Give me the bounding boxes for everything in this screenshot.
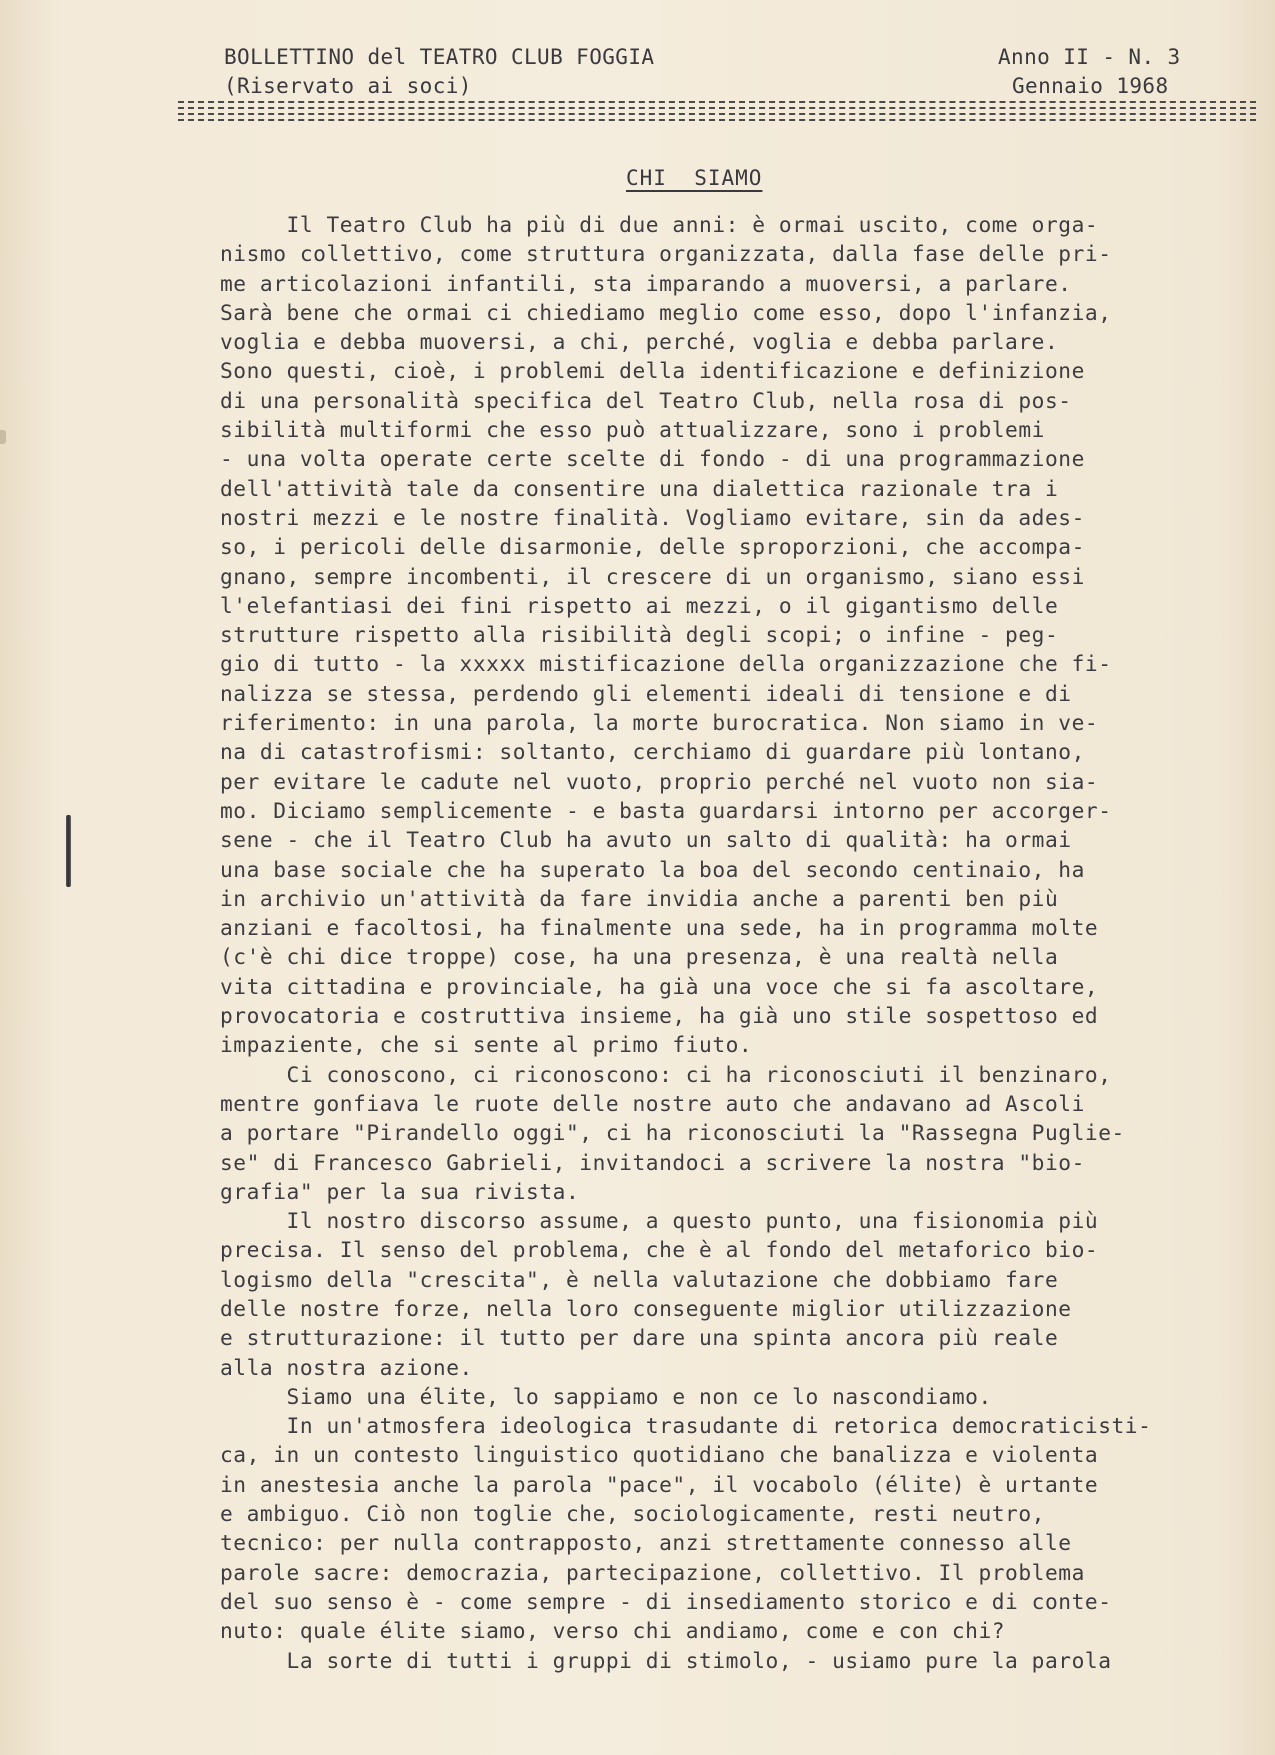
text-line: In un'atmosfera ideologica trasudante di retorica democraticisti- [220, 1413, 1152, 1439]
text-line: dell'attività tale da consentire una dialettica razionale tra i [220, 475, 1059, 501]
header-rule [178, 107, 1256, 109]
text-line: tecnico: per nulla contrapposto, anzi strettamente connesso alle [220, 1530, 1072, 1556]
text-line: logismo della "crescita", è nella valutazione che dobbiamo fare [220, 1266, 1059, 1292]
text-line: La sorte di tutti i gruppi di stimolo, - usiamo pure la parola [220, 1647, 1112, 1673]
text-line: sene - che il Teatro Club ha avuto un salto di qualità: ha ormai [220, 827, 1072, 853]
text-line: e strutturazione: il tutto per dare una spinta ancora più reale [220, 1325, 1059, 1351]
text-line: una base sociale che ha superato la boa del secondo centinaio, ha [220, 856, 1085, 882]
article-body [220, 210, 1270, 1675]
text-line: Sarà bene che ormai ci chiediamo meglio come esso, dopo l'infanzia, [220, 299, 1112, 325]
text-line: Siamo una élite, lo sappiamo e non ce lo nascondiamo. [220, 1383, 992, 1409]
text-line: nuto: quale élite siamo, verso chi andiamo, come e con chi? [220, 1618, 1006, 1644]
text-line: strutture rispetto alla risibilità degli scopi; o infine - peg- [220, 622, 1059, 648]
text-line: ca, in un contesto linguistico quotidiano che banalizza e violenta [220, 1442, 1099, 1468]
text-line: (c'è chi dice troppe) cose, ha una presenza, è una realtà nella [220, 944, 1059, 970]
text-line: di una personalità specifica del Teatro Club, nella rosa di pos- [220, 387, 1072, 413]
text-line: - una volta operate certe scelte di fondo - di una programmazione [220, 446, 1085, 472]
text-line: so, i pericoli delle disarmonie, delle sproporzioni, che accompa- [220, 534, 1085, 560]
text-line: gnano, sempre incombenti, il crescere di un organismo, siano essi [220, 563, 1085, 589]
text-line: provocatoria e costruttiva insieme, ha già uno stile sospettoso ed [220, 1003, 1099, 1029]
text-line: nismo collettivo, come struttura organizzata, dalla fase delle pri- [220, 241, 1112, 267]
issue-date: Gennaio 1968 [1012, 74, 1169, 98]
header-rule [178, 113, 1256, 115]
text-line: nostri mezzi e le nostre finalità. Vogliamo evitare, sin da ades- [220, 504, 1085, 530]
text-line: e ambiguo. Ciò non toglie che, sociologicamente, resti neutro, [220, 1501, 1045, 1527]
text-line: vita cittadina e provinciale, ha già una voce che si fa ascoltare, [220, 973, 1099, 999]
text-line: in anestesia anche la parola "pace", il vocabolo (élite) è urtante [220, 1471, 1099, 1497]
text-line: a portare "Pirandello oggi", ci ha riconosciuti la "Rassegna Puglie- [220, 1120, 1125, 1146]
text-line: nalizza se stessa, perdendo gli elementi ideali di tensione e di [220, 680, 1072, 706]
text-line: anziani e facoltosi, ha finalmente una sede, ha in programma molte [220, 915, 1099, 941]
bulletin-title: BOLLETTINO del TEATRO CLUB FOGGIA [224, 45, 655, 69]
paper-edge-mark [0, 430, 6, 444]
text-line: me articolazioni infantili, sta imparando a muoversi, a parlare. [220, 270, 1072, 296]
text-line: gio di tutto - la xxxxx mistificazione della organizzazione che fi- [220, 651, 1112, 677]
issue-number: Anno II - N. 3 [998, 45, 1181, 69]
text-line: na di catastrofismi: soltanto, cerchiamo di guardare più lontano, [220, 739, 1085, 765]
text-line: delle nostre forze, nella loro conseguente miglior utilizzazione [220, 1295, 1072, 1321]
text-line: parole sacre: democrazia, partecipazione, collettivo. Il problema [220, 1559, 1085, 1585]
text-line: Il nostro discorso assume, a questo punto, una fisionomia più [220, 1208, 1099, 1234]
text-line: voglia e debba muoversi, a chi, perché, voglia e debba parlare. [220, 329, 1059, 355]
text-line: l'elefantiasi dei fini rispetto ai mezzi, o il gigantismo delle [220, 592, 1059, 618]
text-line: sibilità multiformi che esso può attualizzare, sono i problemi [220, 417, 1045, 443]
text-line: se" di Francesco Gabrieli, invitandoci a scrivere la nostra "bio- [220, 1149, 1085, 1175]
staple-mark [66, 815, 71, 887]
text-line: del suo senso è - come sempre - di insediamento storico e di conte- [220, 1588, 1112, 1614]
text-line: Il Teatro Club ha più di due anni: è ormai uscito, come orga- [220, 212, 1099, 237]
text-line: in archivio un'attività da fare invidia anche a parenti ben più [220, 885, 1059, 911]
text-line: per evitare le cadute nel vuoto, proprio perché nel vuoto non sia- [220, 768, 1099, 794]
text-line: alla nostra azione. [220, 1354, 473, 1380]
article-title: CHI SIAMO [626, 166, 763, 190]
text-line: Ci conoscono, ci riconoscono: ci ha riconosciuti il benzinaro, [220, 1061, 1112, 1087]
text-line: riferimento: in una parola, la morte burocratica. Non siamo in ve- [220, 710, 1099, 736]
header-rule [178, 101, 1256, 103]
text-line: grafia" per la sua rivista. [220, 1178, 580, 1204]
text-line: mentre gonfiava le ruote delle nostre auto che andavano ad Ascoli [220, 1090, 1085, 1116]
text-line: Sono questi, cioè, i problemi della identificazione e definizione [220, 358, 1085, 384]
text-line: mo. Diciamo semplicemente - e basta guardarsi intorno per accorger- [220, 797, 1112, 823]
text-line: impaziente, che si sente al primo fiuto. [220, 1032, 753, 1058]
members-note: (Riservato ai soci) [224, 74, 472, 98]
header-rule [178, 119, 1256, 121]
text-line: precisa. Il senso del problema, che è al fondo del metaforico bio- [220, 1237, 1099, 1263]
